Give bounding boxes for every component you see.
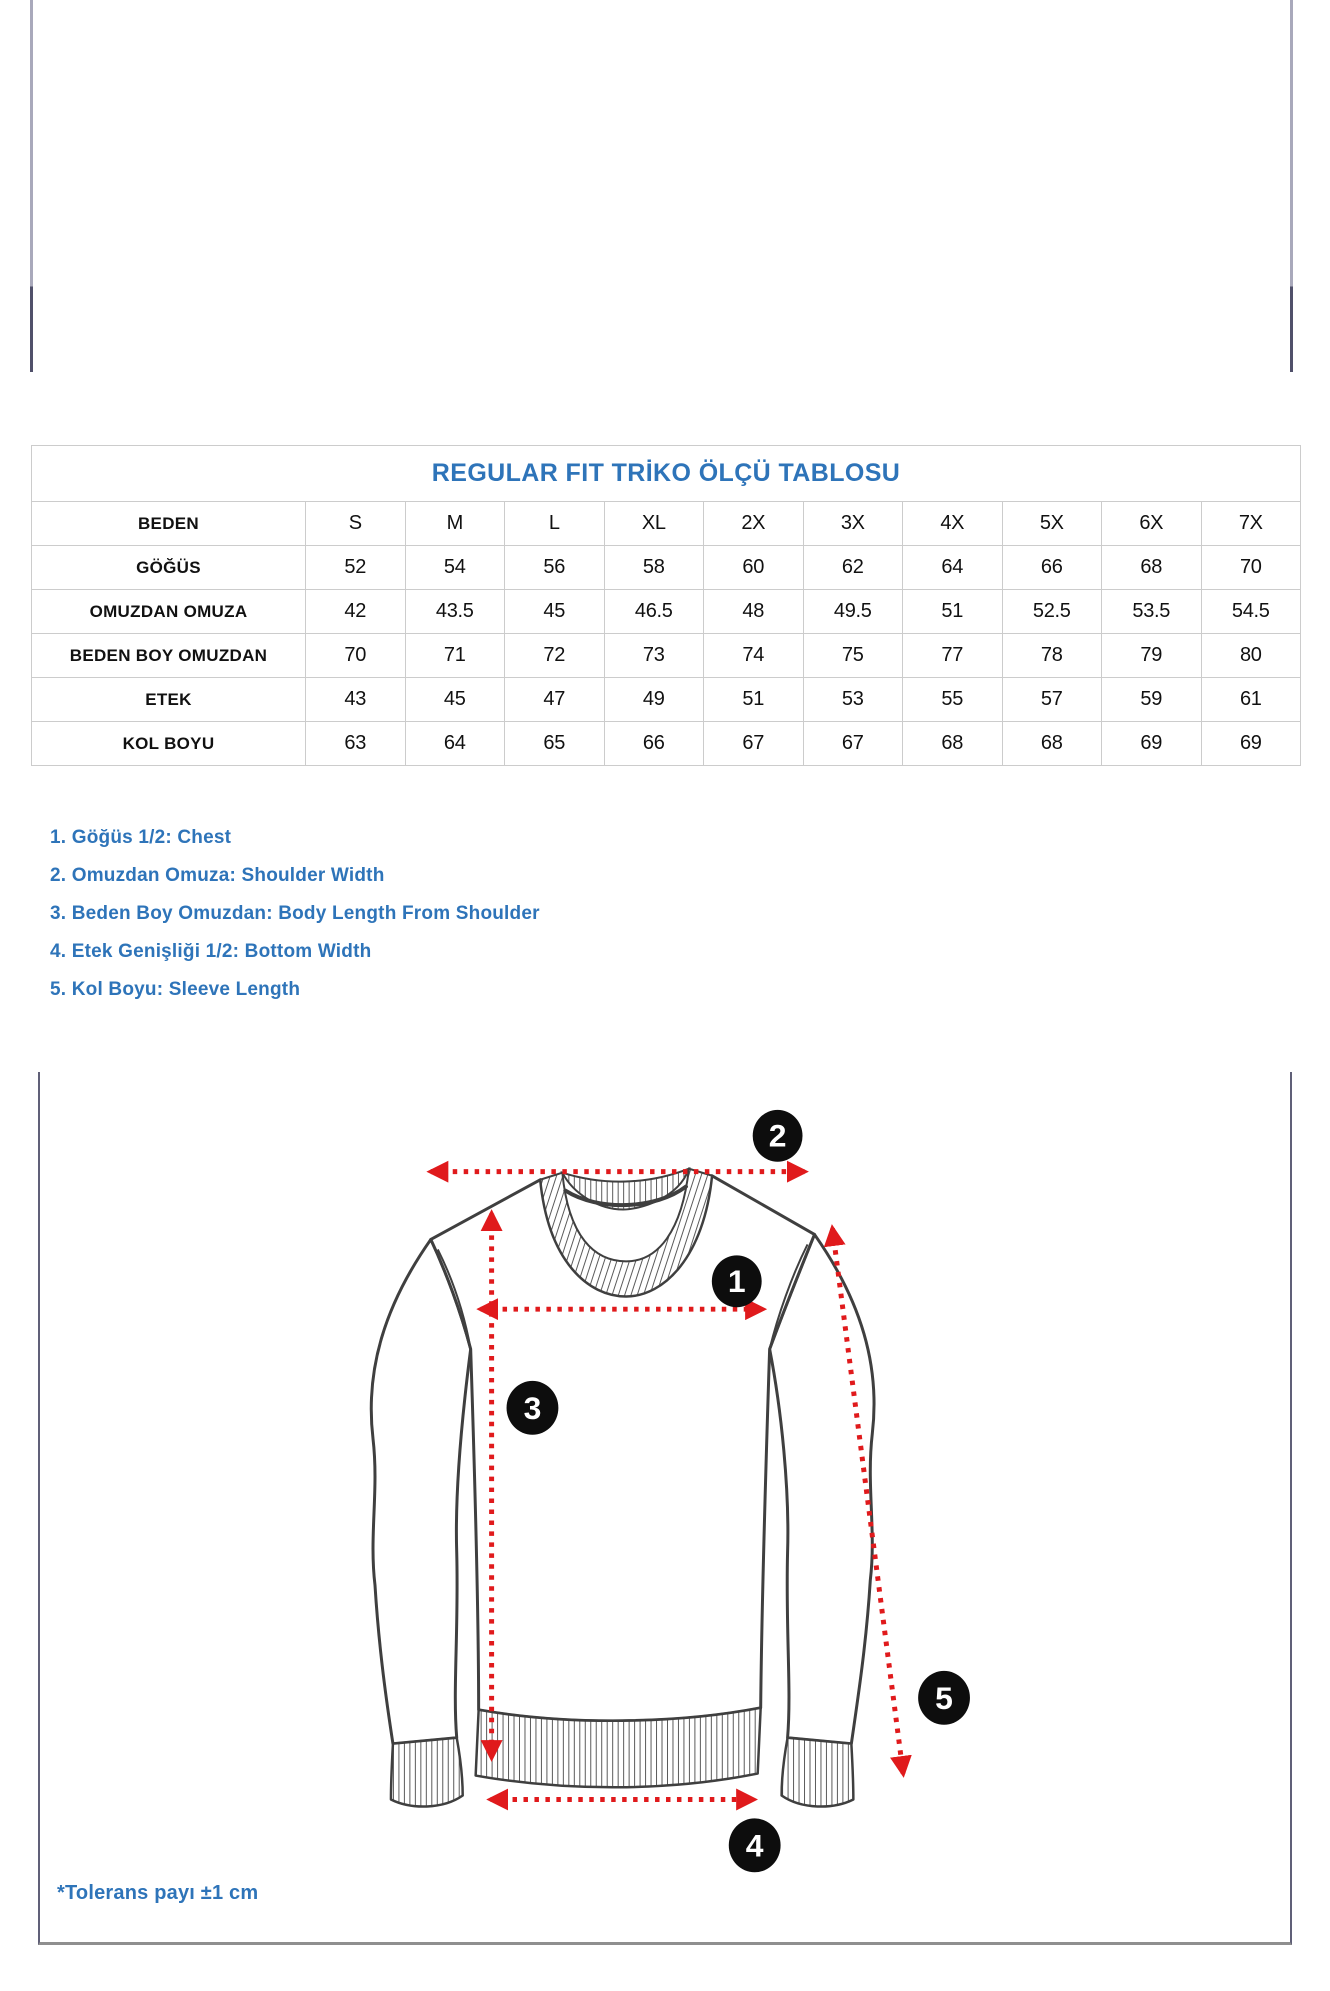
- size-value: 51: [704, 678, 804, 722]
- size-value: 57: [1002, 678, 1102, 722]
- size-value: 54: [405, 546, 505, 590]
- svg-text:3: 3: [523, 1389, 542, 1426]
- table-row: [32, 678, 1301, 722]
- size-value: 49: [604, 678, 704, 722]
- table-header-row: [32, 502, 1301, 546]
- size-value: 47: [505, 678, 605, 722]
- svg-text:2: 2: [768, 1117, 787, 1154]
- size-value: 72: [505, 634, 605, 678]
- size-value: 43.5: [405, 590, 505, 634]
- top-frame-right-border: [1290, 0, 1293, 372]
- size-value: 67: [704, 722, 804, 766]
- svg-text:5: 5: [935, 1679, 953, 1716]
- size-value: 64: [405, 722, 505, 766]
- size-value: 68: [1002, 722, 1102, 766]
- size-value: 75: [803, 634, 903, 678]
- tolerance-footnote: *Tolerans payı ±1 cm: [57, 1882, 259, 1904]
- size-value: 52: [306, 546, 406, 590]
- measurement-legend: [50, 826, 540, 1016]
- svg-text:4: 4: [745, 1827, 764, 1864]
- sweater-body-outline: [431, 1176, 815, 1721]
- size-col-header: 6X: [1102, 502, 1202, 546]
- size-value: 53: [803, 678, 903, 722]
- left-sleeve-outline: [371, 1239, 470, 1743]
- size-value: 79: [1102, 634, 1202, 678]
- size-col-header: L: [505, 502, 605, 546]
- legend-item-chest: 1. Göğüs 1/2: Chest: [50, 827, 232, 848]
- sweater-diagram-svg: [40, 1072, 1290, 1942]
- size-value: 69: [1102, 722, 1202, 766]
- size-value: 43: [306, 678, 406, 722]
- size-value: 51: [903, 590, 1003, 634]
- marker-3: [507, 1381, 559, 1435]
- size-value: 70: [1201, 546, 1301, 590]
- size-value: 62: [803, 546, 903, 590]
- size-value: 65: [505, 722, 605, 766]
- size-col-header: 3X: [803, 502, 903, 546]
- size-value: 66: [604, 722, 704, 766]
- svg-text:1: 1: [727, 1263, 746, 1300]
- size-value: 61: [1201, 678, 1301, 722]
- size-value: 73: [604, 634, 704, 678]
- size-value: 55: [903, 678, 1003, 722]
- row-label: GÖĞÜS: [32, 546, 306, 590]
- size-table: [31, 445, 1300, 766]
- left-cuff: [391, 1738, 463, 1807]
- table-title: REGULAR FIT TRİKO ÖLÇÜ TABLOSU: [431, 459, 901, 487]
- size-value: 71: [405, 634, 505, 678]
- size-value: 58: [604, 546, 704, 590]
- size-value: 63: [306, 722, 406, 766]
- size-value: 77: [903, 634, 1003, 678]
- size-col-header: 2X: [704, 502, 804, 546]
- size-col-header: M: [405, 502, 505, 546]
- size-value: 54.5: [1201, 590, 1301, 634]
- size-value: 48: [704, 590, 804, 634]
- size-value: 64: [903, 546, 1003, 590]
- size-value: 56: [505, 546, 605, 590]
- size-value: 45: [505, 590, 605, 634]
- size-value: 53.5: [1102, 590, 1202, 634]
- header-label: BEDEN: [32, 502, 306, 546]
- size-value: 59: [1102, 678, 1202, 722]
- legend-item-sleeve-length: 5. Kol Boyu: Sleeve Length: [50, 979, 301, 1000]
- size-col-header: 7X: [1201, 502, 1301, 546]
- size-col-header: 4X: [903, 502, 1003, 546]
- size-value: 67: [803, 722, 903, 766]
- measurement-diagram: [38, 1072, 1292, 1945]
- size-value: 52.5: [1002, 590, 1102, 634]
- table-title-row: [32, 446, 1301, 502]
- size-value: 49.5: [803, 590, 903, 634]
- table-row: [32, 634, 1301, 678]
- size-value: 68: [1102, 546, 1202, 590]
- size-value: 74: [704, 634, 804, 678]
- right-cuff: [782, 1738, 854, 1807]
- size-value: 45: [405, 678, 505, 722]
- table-row: [32, 722, 1301, 766]
- size-value: 80: [1201, 634, 1301, 678]
- table-row: [32, 546, 1301, 590]
- marker-2: [753, 1110, 803, 1162]
- size-col-header: XL: [604, 502, 704, 546]
- legend-item-bottom-width: 4. Etek Genişliği 1/2: Bottom Width: [50, 941, 372, 962]
- size-col-header: 5X: [1002, 502, 1102, 546]
- row-label: BEDEN BOY OMUZDAN: [32, 634, 306, 678]
- size-value: 66: [1002, 546, 1102, 590]
- size-value: 70: [306, 634, 406, 678]
- row-label: KOL BOYU: [32, 722, 306, 766]
- size-value: 68: [903, 722, 1003, 766]
- legend-item-shoulder: 2. Omuzdan Omuza: Shoulder Width: [50, 865, 385, 886]
- hem-rib-band: [476, 1708, 761, 1787]
- top-frame-left-border: [30, 0, 33, 372]
- size-value: 42: [306, 590, 406, 634]
- row-label: ETEK: [32, 678, 306, 722]
- marker-1: [712, 1255, 762, 1307]
- marker-5: [918, 1671, 970, 1725]
- legend-item-body-length: 3. Beden Boy Omuzdan: Body Length From Shoulder: [50, 903, 540, 924]
- size-value: 46.5: [604, 590, 704, 634]
- size-col-header: S: [306, 502, 406, 546]
- size-value: 69: [1201, 722, 1301, 766]
- size-value: 78: [1002, 634, 1102, 678]
- row-label: OMUZDAN OMUZA: [32, 590, 306, 634]
- table-row: [32, 590, 1301, 634]
- size-value: 60: [704, 546, 804, 590]
- marker-4: [729, 1818, 781, 1872]
